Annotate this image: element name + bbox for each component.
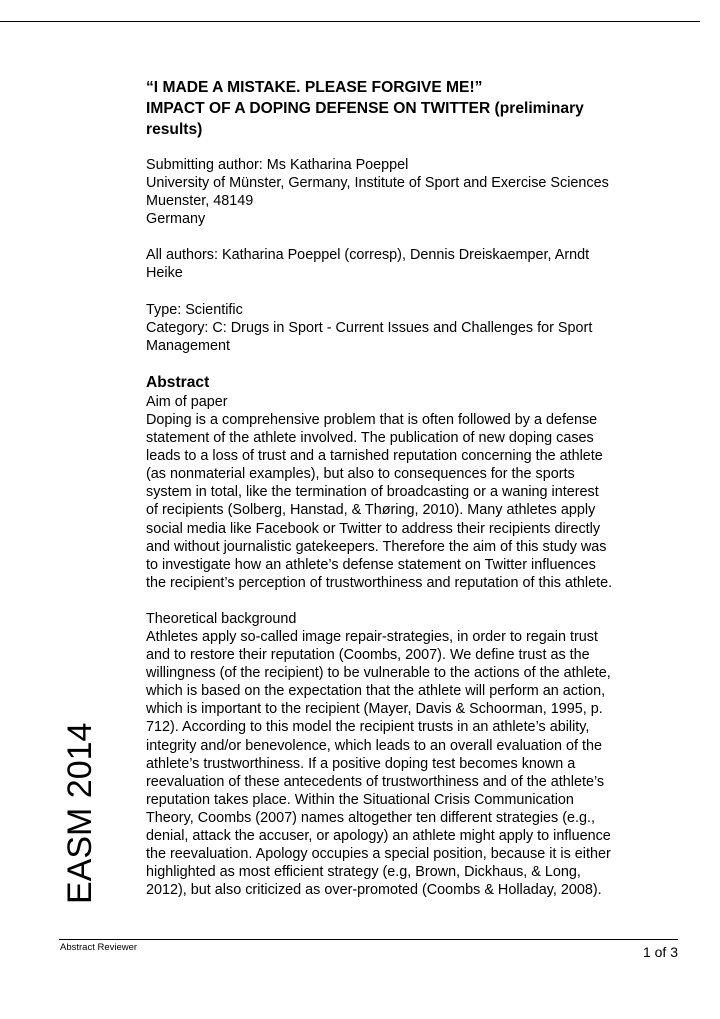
all-authors <box>146 246 666 282</box>
aim-line: system in total, like the termination of broadcasting or a waning interest <box>146 484 599 501</box>
aim-line: the recipient’s perception of trustworthiness and reputation of this athlete. <box>146 574 613 591</box>
aim-line: to investigate how an athlete’s defense statement on Twitter influences <box>146 556 596 573</box>
aim-line: statement of the athlete involved. The publication of new doping cases <box>146 430 594 447</box>
category-line-2: Management <box>146 337 230 354</box>
submission-info <box>146 156 666 228</box>
background-heading: Theoretical background <box>146 610 297 627</box>
background-line: highlighted as most efficient strategy (e.g, Brown, Dickhaus, & Long, <box>146 864 581 881</box>
background-line: willingness (of the recipient) to be vulnerable to the actions of the athlete, <box>146 665 611 682</box>
aim-line: Doping is a comprehensive problem that is often followed by a defense <box>146 411 598 428</box>
background-line: which is important to the recipient (Mayer, Davis & Schoorman, 1995, p. <box>146 701 603 718</box>
title-line-2: IMPACT OF A DOPING DEFENSE ON TWITTER (preliminary <box>146 100 584 117</box>
category-line-1: Category: C: Drugs in Sport - Current Issues and Challenges for Sport <box>146 319 593 336</box>
background-line: and to restore their reputation (Coombs, 2007). We define trust as the <box>146 647 590 664</box>
background-line: Athletes apply so-called image repair-strategies, in order to regain trust <box>146 628 598 645</box>
background-line: athlete’s trustworthiness. If a positive doping test becomes known a <box>146 755 576 772</box>
background-line: reputation takes place. Within the Situational Crisis Communication <box>146 791 574 808</box>
aim-line: of recipients (Solberg, Hanstad, & Thøring, 2010). Many athletes apply <box>146 502 596 519</box>
aim-line: (as nonmaterial examples), but also to consequences for the sports <box>146 466 575 483</box>
title-line-1: “I MADE A MISTAKE. PLEASE FORGIVE ME!” <box>146 79 483 96</box>
aim-line: leads to a loss of trust and a tarnished reputation concerning the athlete <box>146 448 603 465</box>
sidebar-conference-label: EASM 2014 <box>61 722 99 904</box>
title-line-3: results) <box>146 121 203 138</box>
background-line: integrity and/or benevolence, which leads to an overall evaluation of the <box>146 737 602 754</box>
aim-line: social media like Facebook or Twitter to address their recipients directly <box>146 520 601 537</box>
city: Muenster, 48149 <box>146 193 254 210</box>
aim-line: and without journalistic gatekeepers. Therefore the aim of this study was <box>146 538 607 555</box>
background-line: 2012), but also criticized as over-promoted (Coombs & Holladay, 2008). <box>146 882 602 899</box>
aim-section <box>146 393 666 592</box>
paper-type: Type: Scientific <box>146 301 243 318</box>
footer-label: Abstract Reviewer <box>60 942 138 953</box>
document-body <box>146 77 666 899</box>
background-section <box>146 610 666 900</box>
country: Germany <box>146 211 206 228</box>
authors-line-1: All authors: Katharina Poeppel (corresp), Dennis Dreiskaemper, Arndt <box>146 247 590 264</box>
background-line: which is based on the expectation that the athlete will perform an action, <box>146 683 606 700</box>
page-number: 1 of 3 <box>642 944 678 960</box>
abstract-heading: Abstract <box>146 373 210 391</box>
paper-meta <box>146 301 666 355</box>
background-line: the reevaluation. Apology occupies a special position, because it is either <box>146 846 611 863</box>
footer-rule <box>59 939 678 940</box>
background-line: denial, attack the accuser, or apology) an athlete might apply to influence <box>146 828 611 844</box>
institution: University of Münster, Germany, Institute of Sport and Exercise Sciences <box>146 175 609 192</box>
authors-line-2: Heike <box>146 265 183 282</box>
background-line: 712). According to this model the recipient trusts in an athlete’s ability, <box>146 719 590 736</box>
paper-title <box>146 77 666 140</box>
submitting-author: Submitting author: Ms Katharina Poeppel <box>146 157 409 173</box>
background-line: Theory, Coombs (2007) names altogether ten different strategies (e.g., <box>146 809 596 826</box>
background-line: reevaluation of these antecedents of trustworthiness and of the athlete’s <box>146 773 605 790</box>
aim-heading: Aim of paper <box>146 393 228 410</box>
top-rule <box>0 21 700 22</box>
